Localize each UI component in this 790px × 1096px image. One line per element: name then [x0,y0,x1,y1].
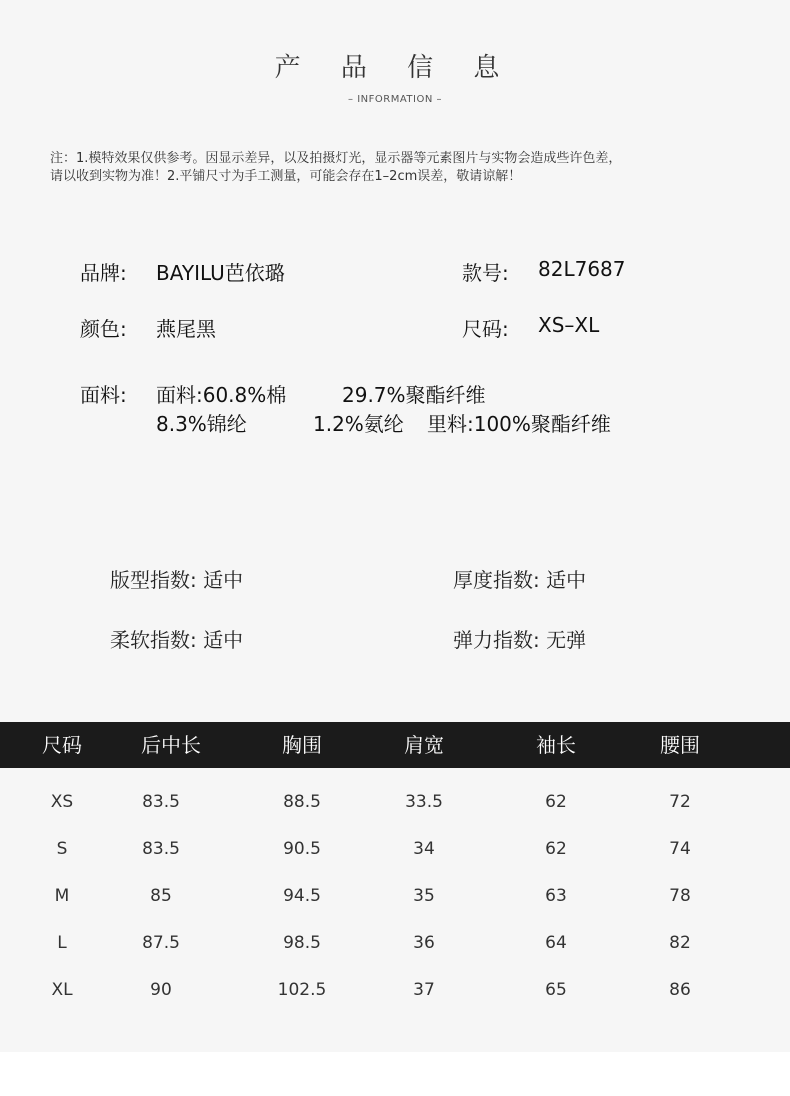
size-table-header [0,722,790,768]
fabric-lining: 里料:100%聚酯纤维 [427,412,611,436]
color-value: 燕尾黑 [156,317,216,341]
cell-waist: 74 [669,839,691,859]
cell-size: M [54,886,70,906]
brand-value: BAYILU芭依璐 [156,261,285,285]
table-row [0,920,790,967]
cell-sleeve: 64 [545,933,567,953]
cell-waist: 78 [669,886,691,906]
cell-size: XL [51,980,73,1000]
style-number-value: 82L7687 [538,257,626,281]
cell-size: S [56,839,68,859]
cell-chest: 88.5 [283,792,321,812]
header-shoulder: 肩宽 [404,733,444,757]
table-row [0,779,790,826]
style-number-label: 款号: [462,261,509,285]
cell-size: L [57,933,67,953]
disclaimer-note [50,150,770,186]
fabric-cotton: 面料:60.8%棉 [156,383,287,407]
header-chest: 胸围 [282,733,322,757]
fabric-label: 面料: [80,383,127,407]
cell-shoulder: 36 [413,933,435,953]
thickness-index: 厚度指数: 适中 [453,568,587,592]
size-range-label: 尺码: [462,317,509,341]
cell-sleeve: 65 [545,980,567,1000]
table-row [0,873,790,920]
page-title: 产 品 信 息 [274,53,516,83]
cell-shoulder: 37 [413,980,435,1000]
softness-index: 柔软指数: 适中 [110,628,244,652]
table-row [0,967,790,1014]
fabric-spandex: 1.2%氨纶 [313,412,404,436]
cell-back-length: 90 [150,980,172,1000]
cell-chest: 98.5 [283,933,321,953]
header-back-length: 后中长 [141,733,201,757]
cell-sleeve: 62 [545,839,567,859]
size-table [0,722,790,1014]
color-label: 颜色: [80,317,127,341]
header-sleeve: 袖长 [536,733,576,757]
page-subtitle: – INFORMATION – [348,94,442,105]
header-size: 尺码 [42,733,82,757]
cell-back-length: 83.5 [142,792,180,812]
cell-shoulder: 34 [413,839,435,859]
note-line-2: 请以收到实物为准！2.平铺尺寸为手工测量，可能会存在1–2cm误差，敬请谅解！ [50,169,522,184]
fit-index: 版型指数: 适中 [110,568,244,592]
cell-sleeve: 62 [545,792,567,812]
cell-chest: 94.5 [283,886,321,906]
fabric-polyester: 29.7%聚酯纤维 [342,383,486,407]
fabric-nylon: 8.3%锦纶 [156,412,247,436]
cell-back-length: 83.5 [142,839,180,859]
table-row [0,826,790,873]
cell-chest: 102.5 [277,980,327,1000]
brand-label: 品牌: [80,261,127,285]
cell-waist: 82 [669,933,691,953]
cell-sleeve: 63 [545,886,567,906]
header-waist: 腰围 [660,733,700,757]
cell-waist: 72 [669,792,691,812]
cell-size: XS [50,792,74,812]
cell-back-length: 85 [150,886,172,906]
cell-shoulder: 35 [413,886,435,906]
cell-shoulder: 33.5 [405,792,443,812]
cell-chest: 90.5 [283,839,321,859]
elasticity-index: 弹力指数: 无弹 [453,628,587,652]
size-range-value: XS–XL [538,313,600,337]
note-line-1: 注：1.模特效果仅供参考。因显示差异，以及拍摄灯光，显示器等元素图片与实物会造成些许色差， [50,151,622,166]
cell-back-length: 87.5 [142,933,180,953]
cell-waist: 86 [669,980,691,1000]
